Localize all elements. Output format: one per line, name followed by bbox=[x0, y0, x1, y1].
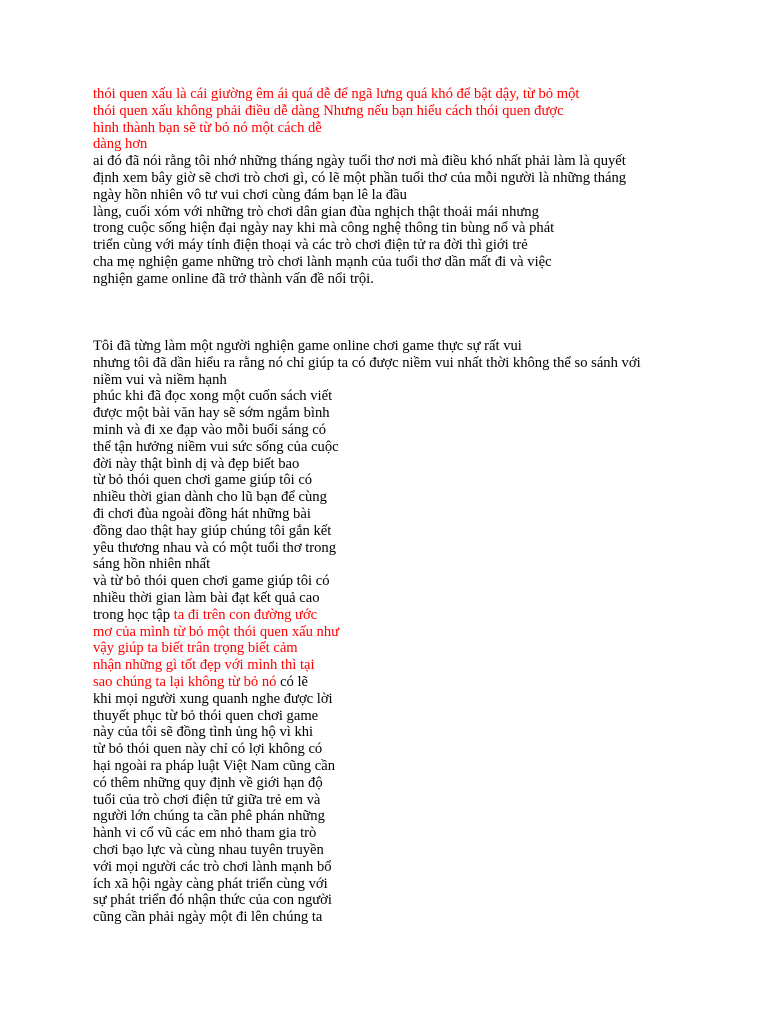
text-line: trong cuộc sống hiện đại ngày nay khi mà công nghệ thông tin bùng nổ và phát bbox=[93, 220, 555, 237]
text-line: ngày hồn nhiên vô tư vui chơi cùng đám bạn lê la đầu bbox=[93, 186, 407, 203]
text-line: người lớn chúng ta cần phê phán những bbox=[93, 808, 325, 825]
text-line-mixed bbox=[93, 607, 641, 624]
text-line: thói quen xấu là cái giường êm ái quá dễ để ngã lưng quá khó để bật dậy, từ bỏ một bbox=[93, 86, 580, 102]
text-line: chơi bạo lực và cùng nhau tuyên truyền bbox=[93, 841, 324, 858]
text-line: cha mẹ nghiện game những trò chơi lành mạnh của tuổi thơ dần mất đi và việc bbox=[93, 253, 552, 270]
text-line: cũng cần phải ngày một đi lên chúng ta bbox=[93, 909, 323, 926]
text-line: hình thành bạn sẽ từ bỏ nó một cách dễ bbox=[93, 119, 322, 136]
text-line: với mọi người các trò chơi lành mạnh bổ bbox=[93, 858, 332, 875]
text-line: dàng hơn bbox=[93, 136, 148, 153]
text-line: tuổi của trò chơi điện tử giữa trẻ em và bbox=[93, 791, 321, 808]
text-line: đồng dao thật hay giúp chúng tôi gắn kết bbox=[93, 522, 332, 539]
text-line: ích xã hội ngày càng phát triển cùng với bbox=[93, 875, 328, 892]
text-line: niềm vui và niềm hạnh bbox=[93, 371, 227, 388]
text-line: có thêm những quy định về giới hạn độ bbox=[93, 774, 323, 791]
text-line: đi chơi đùa ngoài đồng hát những bài bbox=[93, 505, 311, 522]
text-line: thể tận hưởng niềm vui sức sống của cuộc bbox=[93, 438, 339, 455]
text-line: đời này thật bình dị và đẹp biết bao bbox=[93, 455, 300, 472]
text-segment: có lẽ bbox=[276, 673, 309, 690]
paragraph-habit-childhood bbox=[93, 86, 626, 288]
highlighted-text-segment: ta đi trên con đường ước bbox=[173, 606, 318, 623]
highlighted-text-segment: sao chúng ta lại không từ bỏ nó bbox=[93, 673, 277, 690]
text-line: này của tôi sẽ đồng tình ủng hộ vì khi bbox=[93, 724, 314, 741]
highlighted-text-line: nhận những gì tốt đẹp với mình thì tại bbox=[93, 657, 315, 674]
text-line: yêu thương nhau và có một tuổi thơ trong bbox=[93, 539, 337, 556]
text-line: hại ngoài ra pháp luật Việt Nam cũng cần bbox=[93, 757, 336, 774]
highlighted-text-line: mơ của mình từ bỏ một thói quen xấu như bbox=[93, 623, 340, 640]
text-line: phúc khi đã đọc xong một cuốn sách viết bbox=[93, 388, 333, 405]
text-line: từ bỏ thói quen này chỉ có lợi không có bbox=[93, 741, 323, 758]
text-line: nhiều thời gian làm bài đạt kết quả cao bbox=[93, 589, 320, 606]
text-line: khi mọi người xung quanh nghe được lời bbox=[93, 690, 333, 707]
highlighted-text-line: vậy giúp ta biết trân trọng biết cảm bbox=[93, 640, 298, 657]
text-line: nhưng tôi đã dần hiểu ra rằng nó chỉ giúp ta có được niềm vui nhất thời không thể so sánh với bbox=[93, 354, 641, 371]
text-line: từ bỏ thói quen chơi game giúp tôi có bbox=[93, 472, 313, 489]
text-line: thói quen xấu không phải điều dễ dàng Nhưng nếu bạn hiểu cách thói quen được bbox=[93, 102, 564, 119]
text-line: sáng hồn nhiên nhất bbox=[93, 556, 211, 573]
text-line: và từ bỏ thói quen chơi game giúp tôi có bbox=[93, 573, 330, 590]
text-line: ai đó đã nói rằng tôi nhớ những tháng ngày tuổi thơ nơi mà điều khó nhất phải làm là quyết bbox=[93, 153, 626, 170]
text-line: nhiều thời gian dành cho lũ bạn để cùng bbox=[93, 489, 327, 506]
text-line: thuyết phục từ bỏ thói quen chơi game bbox=[93, 707, 319, 724]
text-line-mixed bbox=[93, 674, 641, 691]
text-line: nghiện game online đã trở thành vấn đề nổi trội. bbox=[93, 270, 374, 287]
text-line: triển cùng với máy tính điện thoại và các trò chơi điện tử ra đời thì giới trẻ bbox=[93, 237, 528, 254]
text-segment: trong học tập bbox=[93, 606, 174, 623]
text-line: làng, cuối xóm với những trò chơi dân gian đùa nghịch thật thoải mái nhưng bbox=[93, 203, 539, 220]
text-line: minh và đi xe đạp vào mỗi buổi sáng có bbox=[93, 421, 327, 438]
text-line: sự phát triển đó nhận thức của con người bbox=[93, 892, 332, 909]
text-line: định xem bây giờ sẽ chơi trò chơi gì, có lẽ một phần tuổi thơ của mỗi người là những tháng bbox=[93, 169, 627, 186]
text-line: hành vi cổ vũ các em nhỏ tham gia trò bbox=[93, 825, 317, 842]
paragraph-quitting-games bbox=[93, 338, 641, 926]
text-line: được một bài văn hay sẽ sớm ngắm bình bbox=[93, 405, 330, 422]
text-line: Tôi đã từng làm một người nghiện game online chơi game thực sự rất vui bbox=[93, 338, 522, 354]
